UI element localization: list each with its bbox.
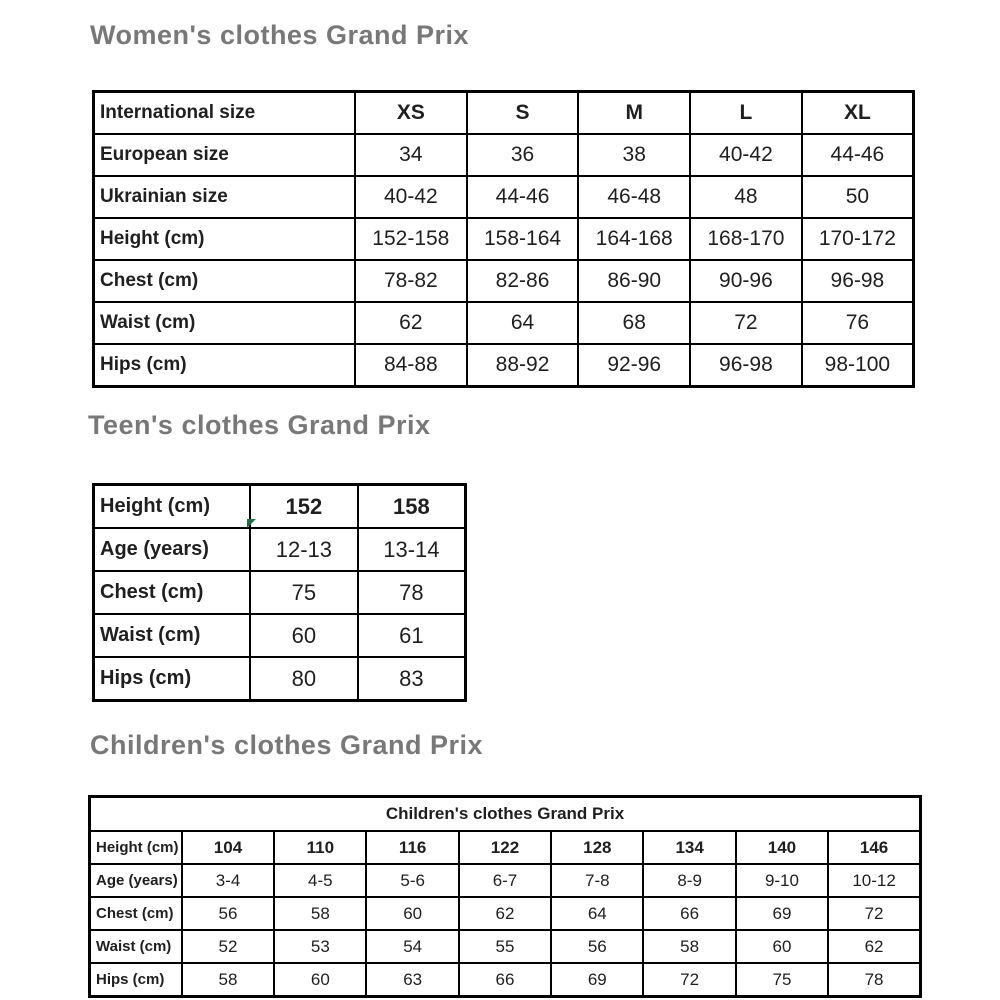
table-cell: 34: [355, 134, 467, 176]
row-label: International size: [94, 92, 356, 135]
table-cell: S: [467, 92, 579, 135]
table-cell: 134: [643, 831, 735, 864]
table-row: [94, 614, 466, 657]
table-cell: 92-96: [578, 344, 690, 387]
table-cell: 36: [467, 134, 579, 176]
table-cell: 61: [358, 614, 466, 657]
table-cell: 62: [355, 302, 467, 344]
table-cell: 54: [366, 930, 458, 963]
table-row: [94, 92, 914, 135]
table-cell: 128: [551, 831, 643, 864]
row-label: Age (years): [94, 528, 251, 571]
table-row: [90, 897, 921, 930]
row-label: Height (cm): [94, 218, 356, 260]
row-label: Age (years): [90, 864, 182, 897]
table-cell: 60: [736, 930, 828, 963]
teens-section-title: Teen's clothes Grand Prix: [88, 410, 431, 440]
cell-corner-marker-icon: [247, 519, 256, 528]
table-cell: 76: [802, 302, 914, 344]
table-cell: 78: [828, 963, 920, 997]
table-cell: 8-9: [643, 864, 735, 897]
row-label: Waist (cm): [90, 930, 182, 963]
table-cell: 58: [182, 963, 274, 997]
table-cell: 116: [366, 831, 458, 864]
table-cell: 84-88: [355, 344, 467, 387]
table-cell: 63: [366, 963, 458, 997]
table-row: [94, 260, 914, 302]
table-cell: 48: [690, 176, 802, 218]
row-label: Chest (cm): [94, 260, 356, 302]
table-row: [90, 930, 921, 963]
row-label: Waist (cm): [94, 302, 356, 344]
womens-section-title: Women's clothes Grand Prix: [90, 20, 470, 50]
table-cell: 80: [250, 657, 358, 701]
table-cell: 83: [358, 657, 466, 701]
table-row: [94, 344, 914, 387]
row-label: Ukrainian size: [94, 176, 356, 218]
table-cell: 40-42: [690, 134, 802, 176]
table-cell: 52: [182, 930, 274, 963]
table-cell: 72: [828, 897, 920, 930]
table-cell: 98-100: [802, 344, 914, 387]
table-cell: 62: [828, 930, 920, 963]
table-cell: 38: [578, 134, 690, 176]
table-cell: 158-164: [467, 218, 579, 260]
table-cell: 60: [366, 897, 458, 930]
table-cell: 3-4: [182, 864, 274, 897]
row-label: Waist (cm): [94, 614, 251, 657]
table-cell: 66: [459, 963, 551, 997]
table-row: [94, 176, 914, 218]
table-cell: 122: [459, 831, 551, 864]
table-cell: 75: [736, 963, 828, 997]
table-cell: 69: [551, 963, 643, 997]
table-cell: 110: [274, 831, 366, 864]
table-cell: 72: [690, 302, 802, 344]
table-cell: 158: [358, 485, 466, 529]
row-label: Height (cm): [90, 831, 182, 864]
table-row: [94, 528, 466, 571]
table-cell: 60: [274, 963, 366, 997]
table-cell: 53: [274, 930, 366, 963]
table-cell: 69: [736, 897, 828, 930]
table-row: [94, 657, 466, 701]
table-cell: XL: [802, 92, 914, 135]
table-cell: 7-8: [551, 864, 643, 897]
table-cell: 88-92: [467, 344, 579, 387]
table-cell: 170-172: [802, 218, 914, 260]
row-label: Hips (cm): [94, 657, 251, 701]
table-row: [94, 485, 466, 529]
table-cell: 50: [802, 176, 914, 218]
table-cell: 104: [182, 831, 274, 864]
table-row: [94, 218, 914, 260]
table-cell: 44-46: [802, 134, 914, 176]
table-cell: 75: [250, 571, 358, 614]
table-cell: 66: [643, 897, 735, 930]
table-cell: 164-168: [578, 218, 690, 260]
childrens-section-title: Children's clothes Grand Prix: [90, 730, 484, 760]
table-cell: 6-7: [459, 864, 551, 897]
table-row: [94, 302, 914, 344]
table-cell: 5-6: [366, 864, 458, 897]
table-cell: 44-46: [467, 176, 579, 218]
table-cell: 60: [250, 614, 358, 657]
table-cell: 55: [459, 930, 551, 963]
table-cell: 46-48: [578, 176, 690, 218]
table-cell: 152: [250, 485, 358, 529]
table-cell: 10-12: [828, 864, 920, 897]
teens-size-table: [92, 483, 467, 702]
table-cell: 168-170: [690, 218, 802, 260]
table-cell: 152-158: [355, 218, 467, 260]
table-row: [94, 134, 914, 176]
table-cell: 58: [643, 930, 735, 963]
childrens-size-table: [88, 795, 922, 998]
table-row: [90, 864, 921, 897]
table-cell: 82-86: [467, 260, 579, 302]
table-header-row: [90, 797, 921, 832]
table-cell: 4-5: [274, 864, 366, 897]
table-cell: 56: [182, 897, 274, 930]
row-label: Chest (cm): [90, 897, 182, 930]
table-cell: 72: [643, 963, 735, 997]
table-cell: 96-98: [802, 260, 914, 302]
table-cell: 90-96: [690, 260, 802, 302]
table-cell: 78: [358, 571, 466, 614]
table-cell: 56: [551, 930, 643, 963]
row-label: Height (cm): [94, 485, 251, 529]
row-label: European size: [94, 134, 356, 176]
table-span-header: Children's clothes Grand Prix: [90, 797, 921, 832]
table-row: [90, 963, 921, 997]
table-cell: XS: [355, 92, 467, 135]
table-cell: 146: [828, 831, 920, 864]
row-label: Hips (cm): [94, 344, 356, 387]
table-cell: M: [578, 92, 690, 135]
row-label: Chest (cm): [94, 571, 251, 614]
table-row: [94, 571, 466, 614]
womens-size-table: [92, 90, 915, 388]
table-cell: L: [690, 92, 802, 135]
table-row: [90, 831, 921, 864]
table-cell: 58: [274, 897, 366, 930]
table-cell: 9-10: [736, 864, 828, 897]
table-cell: 62: [459, 897, 551, 930]
table-cell: 68: [578, 302, 690, 344]
table-cell: 140: [736, 831, 828, 864]
table-cell: 96-98: [690, 344, 802, 387]
table-cell: 12-13: [250, 528, 358, 571]
row-label: Hips (cm): [90, 963, 182, 997]
table-cell: 64: [551, 897, 643, 930]
table-cell: 86-90: [578, 260, 690, 302]
table-cell: 78-82: [355, 260, 467, 302]
table-cell: 13-14: [358, 528, 466, 571]
table-cell: 64: [467, 302, 579, 344]
table-cell: 40-42: [355, 176, 467, 218]
